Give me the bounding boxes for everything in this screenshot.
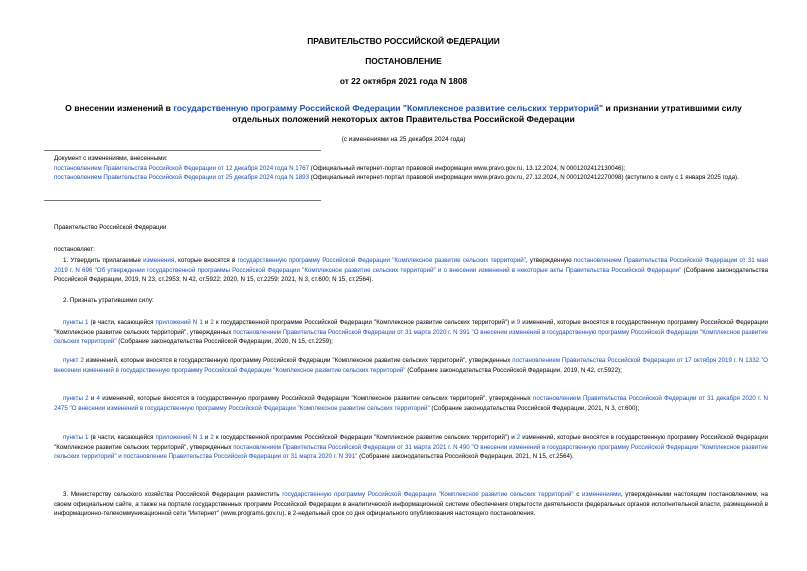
p3-link[interactable]: 9 xyxy=(516,319,521,326)
p6-text: к государственной программе Российской Федерации "Комплексное развитие сельских территорий") и xyxy=(213,434,517,441)
p7-text: 3. Министерству сельского хозяйства Российской Федерации разместить xyxy=(63,491,283,498)
p7-text: , утвержденными настоящим постановлением, на своем официальном сайте, а также на портале государственных программ Российской Федерации в аналитической информационной системе обеспечения открытости деятельности федеральных органов исполнительной власти, размещенной в информационно-телекоммуникационной сети "Интернет" (www.programs.gov.ru), в 2-недельный срок со дня официального опубликования настоящего постановления. xyxy=(54,491,768,518)
p1-text: , утвержденную xyxy=(525,257,574,264)
paragraph-4 xyxy=(54,356,768,375)
p5-link[interactable]: пункты 2 xyxy=(63,395,89,402)
paragraph-5 xyxy=(54,394,768,413)
p5-text: (Собрание законодательства Российской Федерации, 2021, N 3, ст.600); xyxy=(429,404,640,412)
p6-link[interactable]: пункты 1 xyxy=(63,434,89,441)
divider-bottom xyxy=(44,200,321,201)
p5-text: изменений, которые вносятся в государственную программу Российской Федерации "Комплексное развитие сельских территорий", утвержденных xyxy=(100,395,534,402)
changes-item-link[interactable]: постановлением Правительства Российской Федерации от 25 декабря 2024 года N 1893 xyxy=(54,174,310,182)
document-title xyxy=(44,103,763,125)
changes-item-text: (Официальный интернет-портал правовой информации www.pravo.gov.ru, 27.12.2024, N 0001202412270098) (вступило в силу с 1 января 2025 года). xyxy=(309,174,739,182)
p5-resolution-link[interactable]: постановлением Правительства Российской Федерации от 31 декабря 2020 г. N 2475 "О внесении изменений в государственную программу Российской Федерации "Комплексное развитие сельских территорий" xyxy=(54,395,769,412)
title-program-link[interactable]: государственную программу Российской Федерации "Комплексное развитие сельских территорий" xyxy=(173,103,604,113)
p6-link[interactable]: 2 xyxy=(210,434,214,441)
paragraph-3 xyxy=(54,318,768,347)
document-type-heading: ПОСТАНОВЛЕНИЕ xyxy=(365,56,442,66)
title-text-1: О внесении изменений в xyxy=(65,103,174,113)
p6-text: и xyxy=(202,434,211,441)
p1-text: (Собрание законодательства Российской Федерации, 2019, N 23, ст.2953; N 42, ст.5922; 2020, N 15, ст.2259; 2021, N 3, ст.600; N 15, ст.2564). xyxy=(54,266,769,284)
p6-link[interactable]: приложений N 1 xyxy=(155,434,203,441)
authority-heading: ПРАВИТЕЛЬСТВО РОССИЙСКОЙ ФЕДЕРАЦИИ xyxy=(307,36,500,46)
p6-text: (Собрание законодательства Российской Федерации, 2021, N 15, ст.2564). xyxy=(357,453,574,461)
p3-link[interactable]: приложений N 1 xyxy=(155,319,203,326)
p3-text: (в части, касающейся xyxy=(88,319,156,326)
p5-text: и xyxy=(88,395,97,402)
p7-text: с xyxy=(573,491,583,498)
p4-text: изменений, которые вносятся в государственную программу Российской Федерации "Комплексное развитие сельских территорий", утвержденных xyxy=(83,357,513,364)
changes-item-link[interactable]: постановлением Правительства Российской Федерации от 12 декабря 2024 года N 1767 xyxy=(54,164,310,172)
paragraph-2: 2. Признать утратившими силу: xyxy=(63,297,154,304)
title-text-2: и признании утратившими силу отдельных положений некоторых актов Правительства Российской Федерации xyxy=(232,103,742,124)
p1-program-link[interactable]: государственную программу Российской Федерации "Комплексное развитие сельских территорий" xyxy=(237,257,526,264)
p5-link[interactable]: 4 xyxy=(96,395,100,402)
p7-program-link[interactable]: государственную программу Российской Федерации "Комплексное развитие сельских территорий" xyxy=(282,491,574,498)
p6-text: (в части, касающейся xyxy=(88,434,156,441)
paragraph-6 xyxy=(54,433,768,462)
p1-text: 1. Утвердить прилагаемые xyxy=(63,257,144,264)
p3-text: изменений, которые вносятся в государственную программу Российской Федерации "Комплексное развитие сельских территорий", утвержденных xyxy=(54,319,768,336)
revision-note: (с изменениями на 25 декабря 2024 года) xyxy=(341,136,466,143)
changes-block xyxy=(54,154,768,183)
p1-resolution-link[interactable]: постановлением Правительства Российской Федерации от 31 мая 2019 г. N 696 "Об утверждении государственной программы Российской Федерации "Комплексное развитие сельских территорий" и о внесении изменений в некоторые акты Правительства Российской Федерации" xyxy=(54,257,768,274)
p4-link[interactable]: пункт 2 xyxy=(63,357,84,364)
issuer-line: Правительство Российской Федерации xyxy=(54,224,167,231)
paragraph-1 xyxy=(54,256,768,285)
p4-resolution-link[interactable]: постановлением Правительства Российской Федерации от 17 октября 2019 г. N 1332 "О внесении изменений в государственную программу Российской Федерации "Комплексное развитие сельских территорий" xyxy=(54,357,768,374)
p6-link[interactable]: 2 xyxy=(516,434,521,441)
changes-item-text: (Официальный интернет-портал правовой информации www.pravo.gov.ru, 13.12.2024, N 0001202412130046); xyxy=(309,164,626,172)
paragraph-7 xyxy=(54,490,768,519)
changes-intro: Документ с изменениями, внесенными: xyxy=(54,155,168,162)
p3-link[interactable]: пункты 1 xyxy=(63,319,89,326)
p3-text: и xyxy=(202,319,211,326)
changes-item xyxy=(54,164,768,174)
p4-text: (Собрание законодательства Российской Федерации, 2019, N 42, ст.5922); xyxy=(405,366,622,374)
p1-text: , которые вносятся в xyxy=(174,257,238,264)
p3-resolution-link[interactable]: постановлением Правительства Российской Федерации от 31 марта 2020 г. N 391 "О внесении изменений в государственную программу Российской Федерации "Комплексное развитие сельских территорий" xyxy=(54,328,768,346)
decides-line: постановляет: xyxy=(54,246,95,253)
changes-item xyxy=(54,173,768,183)
date-number-heading: от 22 октября 2021 года N 1808 xyxy=(339,76,468,86)
p1-changes-link[interactable]: изменения xyxy=(143,257,175,264)
p3-link[interactable]: 2 xyxy=(210,319,214,326)
p6-resolution-link[interactable]: постановлением Правительства Российской Федерации от 31 марта 2021 г. N 490 "О внесении изменений в государственную программу Российской Федерации "Комплексное развитие сельских территорий" и постановление Правительства Российской Федерации от 31 марта 2020 г. N 391" xyxy=(54,443,768,461)
divider-top xyxy=(44,150,321,151)
p3-text: к государственной программе Российской Федерации "Комплексное развитие сельских территорий") и xyxy=(213,319,517,326)
p6-text: изменений, которые вносятся в государственную программу Российской Федерации "Комплексное развитие сельских территорий", утвержденных xyxy=(54,434,768,451)
p3-text: (Собрание законодательства Российской Федерации, 2020, N 15, ст.2259); xyxy=(116,338,333,346)
p7-changes-link[interactable]: изменениями xyxy=(582,491,621,498)
